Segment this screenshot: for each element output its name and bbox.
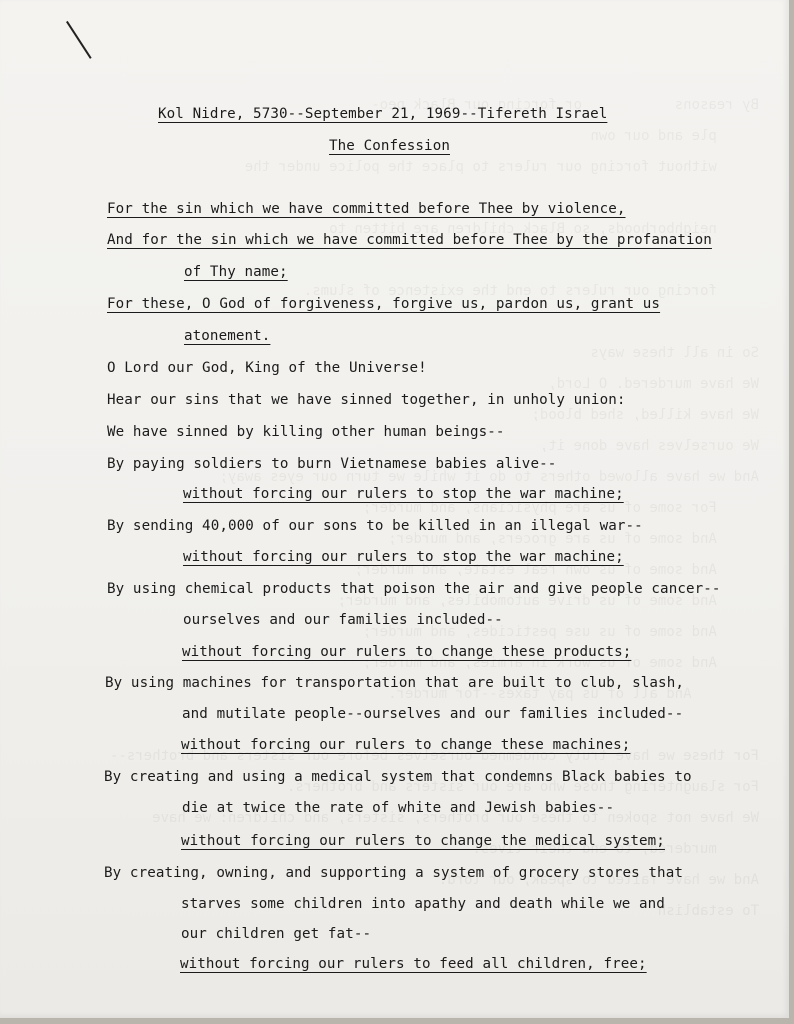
text-line: By paying soldiers to burn Vietnamese babies alive-- bbox=[107, 456, 557, 472]
document-header-title: Kol Nidre, 5730--September 21, 1969--Tifereth Israel bbox=[158, 106, 608, 122]
text-line: without forcing our rulers to stop the war machine; bbox=[183, 549, 624, 565]
text-line: By sending 40,000 of our sons to be killed in an illegal war-- bbox=[107, 518, 643, 534]
text-line: For the sin which we have committed before Thee by violence, bbox=[107, 201, 626, 217]
text-line: atonement. bbox=[184, 328, 271, 344]
text-line: without forcing our rulers to change these machines; bbox=[181, 737, 631, 753]
text-line: starves some children into apathy and death while we and bbox=[181, 896, 665, 912]
text-line: without forcing our rulers to stop the war machine; bbox=[183, 486, 624, 502]
text-line: We have sinned by killing other human beings-- bbox=[107, 424, 505, 440]
text-line: O Lord our God, King of the Universe! bbox=[107, 360, 427, 376]
text-line: without forcing our rulers to change these products; bbox=[182, 644, 632, 660]
pen-mark bbox=[66, 21, 91, 59]
text-line: For these, O God of forgiveness, forgive us, pardon us, grant us bbox=[107, 296, 661, 312]
text-line: our children get fat-- bbox=[181, 926, 372, 942]
text-line: By using machines for transportation that are built to club, slash, bbox=[105, 675, 684, 691]
text-line: and mutilate people--ourselves and our families included-- bbox=[182, 706, 684, 722]
text-line: By using chemical products that poison the air and give people cancer-- bbox=[107, 581, 721, 597]
text-line: die at twice the rate of white and Jewish babies-- bbox=[182, 800, 615, 816]
text-line: Hear our sins that we have sinned together, in unholy union: bbox=[107, 392, 626, 408]
text-line: without forcing our rulers to feed all children, free; bbox=[180, 956, 647, 972]
text-line: By creating, owning, and supporting a system of grocery stores that bbox=[104, 865, 683, 881]
text-line: And for the sin which we have committed before Thee by the profanation bbox=[107, 232, 712, 248]
text-line: ourselves and our families included-- bbox=[183, 612, 503, 628]
text-line: By creating and using a medical system that condemns Black babies to bbox=[104, 769, 692, 785]
text-line: without forcing our rulers to change the medical system; bbox=[181, 833, 665, 849]
document-subtitle: The Confession bbox=[329, 138, 450, 154]
text-line: of Thy name; bbox=[184, 264, 288, 280]
